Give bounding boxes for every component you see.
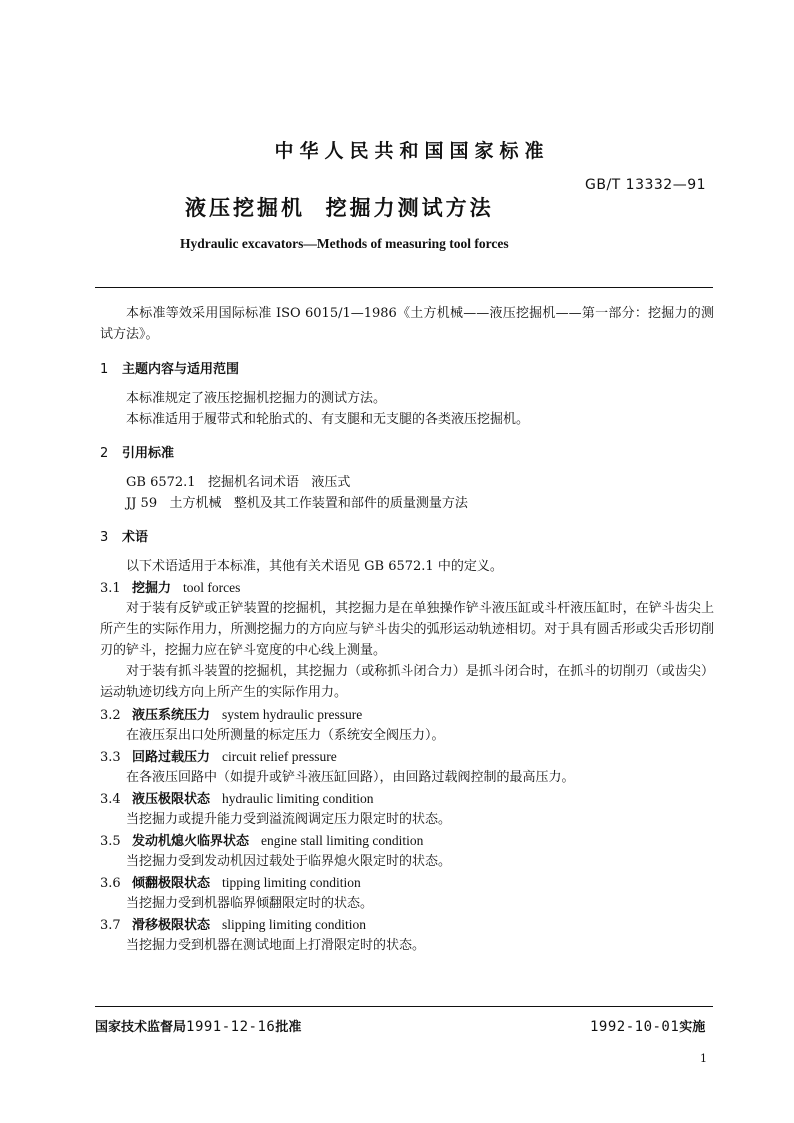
approval-date: 1991-12-16 [186,1019,276,1035]
term-3-6-heading [100,872,361,894]
section-3-intro: 以下术语适用于本标准，其他有关术语见 GB 6572.1 中的定义。 [126,559,503,574]
section-3-heading [100,526,148,545]
term-3-1-para-2: 对于装有抓斗装置的挖掘机，其挖掘力（或称抓斗闭合力）是抓斗闭合时，在抓斗的切削刃（或齿尖）运动轨迹切线方向上所产生的实际作用力。 [100,664,714,700]
section-2-line-2: JJ 59 土方机械 整机及其工作装置和部件的质量测量方法 [126,496,468,511]
effective-suffix: 实施 [679,1020,706,1035]
term-3-4-number: 3.4 [100,792,121,807]
section-1-heading [100,358,239,377]
section-2-heading [100,442,174,461]
term-3-3-desc: 在各液压回路中（如提升或铲斗液压缸回路），由回路过载阀控制的最高压力。 [126,770,575,785]
term-3-6-cn: 倾翻极限状态 [132,876,211,891]
approval-suffix: 批准 [275,1020,302,1035]
term-3-5-cn: 发动机熄火临界状态 [132,834,250,849]
term-3-2-en: system hydraulic pressure [222,707,363,722]
term-3-7-desc: 当挖掘力受到机器在测试地面上打滑限定时的状态。 [126,938,426,953]
approval-line [95,1016,301,1035]
section-1-line-1: 本标准规定了液压挖掘机挖掘力的测试方法。 [126,391,387,406]
term-3-7-en: slipping limiting condition [222,917,367,932]
term-3-2-heading [100,704,362,726]
term-3-5-heading [100,830,423,852]
effective-date: 1992-10-01 [590,1019,680,1035]
section-1-number: 1 [100,362,109,377]
term-3-3-heading [100,746,337,768]
term-3-6-number: 3.6 [100,876,121,891]
page-number: 1 [700,1052,707,1065]
term-3-3-number: 3.3 [100,750,121,765]
section-1-title: 主题内容与适用范围 [122,362,240,377]
section-3-title: 术语 [122,530,149,545]
section-2-line-1: GB 6572.1 挖掘机名词术语 液压式 [126,475,351,490]
term-3-6-en: tipping limiting condition [222,875,361,890]
standard-number: GB/T 13332—91 [585,177,707,193]
section-1-line-2: 本标准适用于履带式和轮胎式的、有支腿和无支腿的各类液压挖掘机。 [126,412,530,427]
term-3-4-heading [100,788,374,810]
term-3-1-en: tool forces [183,580,241,595]
term-3-5-desc: 当挖掘力受到发动机因过载处于临界熄火限定时的状态。 [126,854,452,869]
effective-line [590,1016,705,1035]
term-3-6-desc: 当挖掘力受到机器临界倾翻限定时的状态。 [126,896,374,911]
approval-org: 国家技术监督局 [95,1020,187,1035]
section-2-title: 引用标准 [122,446,175,461]
term-3-7-number: 3.7 [100,918,121,933]
term-3-4-en: hydraulic limiting condition [222,791,374,806]
term-3-2-desc: 在液压泵出口处所测量的标定压力（系统安全阀压力）。 [126,728,445,743]
intro-paragraph: 本标准等效采用国际标准 ISO 6015/1—1986《土方机械——液压挖掘机——第一部分：挖掘力的测试方法》。 [100,306,714,342]
section-2-number: 2 [100,446,109,461]
term-3-7-heading [100,914,366,936]
term-3-2-cn: 液压系统压力 [132,708,211,723]
document-title-cn: 液压挖掘机 挖掘力测试方法 [185,196,494,220]
term-3-5-en: engine stall limiting condition [261,833,424,848]
term-3-1-number: 3.1 [100,581,121,596]
term-3-4-cn: 液压极限状态 [132,792,211,807]
header-divider [95,287,713,288]
section-3-number: 3 [100,530,109,545]
term-3-3-cn: 回路过载压力 [132,750,211,765]
standard-org-title: 中华人民共和国国家标准 [274,140,550,162]
term-3-1-heading [100,577,240,599]
footer-divider [95,1006,713,1007]
term-3-2-number: 3.2 [100,708,121,723]
term-3-1-cn: 挖掘力 [132,581,172,596]
term-3-7-cn: 滑移极限状态 [132,918,211,933]
term-3-4-desc: 当挖掘力或提升能力受到溢流阀调定压力限定时的状态。 [126,812,452,827]
term-3-5-number: 3.5 [100,834,121,849]
document-title-en: Hydraulic excavators—Methods of measuring tool forces [180,236,509,251]
term-3-1-para-1: 对于装有反铲或正铲装置的挖掘机，其挖掘力是在单独操作铲斗液压缸或斗杆液压缸时，在铲斗齿尖上所产生的实际作用力，所测挖掘力的方向应与铲斗齿尖的弧形运动轨迹相切。对于具有圆舌形或尖舌形切削刃的铲斗，挖掘力应在铲斗宽度的中心线上测量。 [100,601,714,658]
term-3-3-en: circuit relief pressure [222,749,337,764]
